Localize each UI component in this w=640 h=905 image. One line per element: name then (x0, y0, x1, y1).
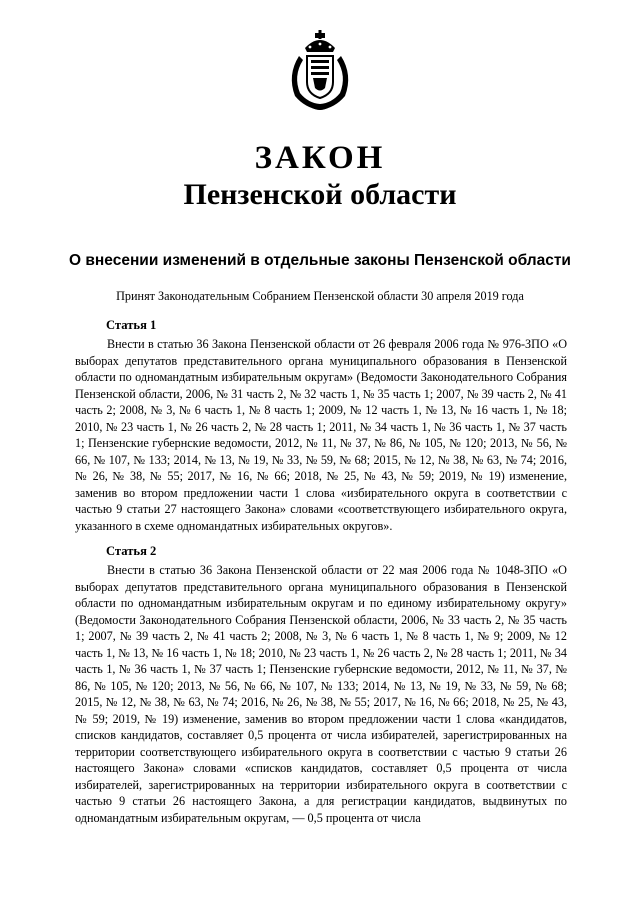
penza-coat-of-arms-icon (285, 30, 355, 112)
document-type-title: ЗАКОН (254, 140, 386, 176)
region-subtitle: Пензенской области (183, 178, 457, 211)
article-1-title: Статья 1 (106, 318, 157, 332)
article-2-text: Внести в статью 36 Закона Пензенской области от 22 мая 2006 года № 1048-ЗПО «О выборах депутатов представительного органа муниципального образования в Пензенской области по одномандатным избирательным округам и по единому избирательному округу» (Ведомости Законодательного Собрания Пензенской области, 2006, № 33 часть 2, № 35 часть 1; 2007, № 39 часть 2, № 41 часть 2; 2008, № 3, № 6 часть 1, № 8 часть 1, № 9; 2009, № 12 часть 1, № 13, № 16 часть 1, № 18; 2010, № 23 часть 1, № 26 часть 2, № 28 часть 1; 2011, № 34 часть 1, № 36 часть 1, № 37 часть 1; Пензенские губернские ведомости, 2012, № 11, № 37, № 86, № 105, № 120; 2013, № 56, № 66, № 107, № 133; 2014, № 13, № 19, № 33, № 59, № 68; 2015, № 12, № 38, № 63, № 74; 2016, № 26, № 38, № 55; 2017, № 16, № 66; 2018, № 25, № 43, № 59; 2019, № 19) изменение, заменив во втором предложении части 1 слова «кандидатов, списков кандидатов, составляет 0,5 процента от числа избирателей, зарегистрированных на территории соответствующего избирательного округа в соответствии с частью 9 статьи 26 настоящего Закона» словами «списков кандидатов, составляет 0,5 процента от числа избирателей, зарегистрированных на территории избирательного округа в соответствии с частью 9 статьи 26 настоящего Закона, а для регистрации кандидатов, выдвинутых по одномандатным избирательным округам, — 0,5 процента от числа (75, 563, 567, 825)
article-2-title: Статья 2 (106, 544, 157, 558)
law-heading: О внесении изменений в отдельные законы Пензенской области (69, 252, 571, 269)
adoption-line: Принят Законодательным Собранием Пензенской области 30 апреля 2019 года (116, 289, 524, 303)
article-1-text: Внести в статью 36 Закона Пензенской области от 26 февраля 2006 года № 976-ЗПО «О выборах депутатов представительного органа муниципального образования в Пензенской области по одномандатным избирательным округам» (Ведомости Законодательного Собрания Пензенской области, 2006, № 31 часть 2, № 32 часть 1, № 35 часть 1; 2007, № 39 часть 2, № 41 часть 2; 2008, № 3, № 6 часть 1, № 8 часть 1; 2009, № 12 часть 1, № 13, № 16 часть 1, № 18; 2010, № 23 часть 1, № 26 часть 2, № 28 часть 1; 2011, № 34 часть 1, № 36 часть 1, № 37 часть 1; Пензенские губернские ведомости, 2012, № 11, № 37, № 86, № 105, № 120; 2013, № 56, № 66, № 107, № 133; 2014, № 13, № 19, № 33, № 59, № 68; 2015, № 12, № 38, № 63, № 74; 2016, № 26, № 38, № 55; 2017, № 16, № 66; 2018, № 25, № 43, № 59; 2019, № 19) изменение, заменив во втором предложении части 1 слова «избирательного округа в соответствии с частью 9 статьи 27 настоящего Закона» словами «соответствующего избирательного округа, указанного в схеме одномандатных избирательных округов». (75, 337, 567, 533)
